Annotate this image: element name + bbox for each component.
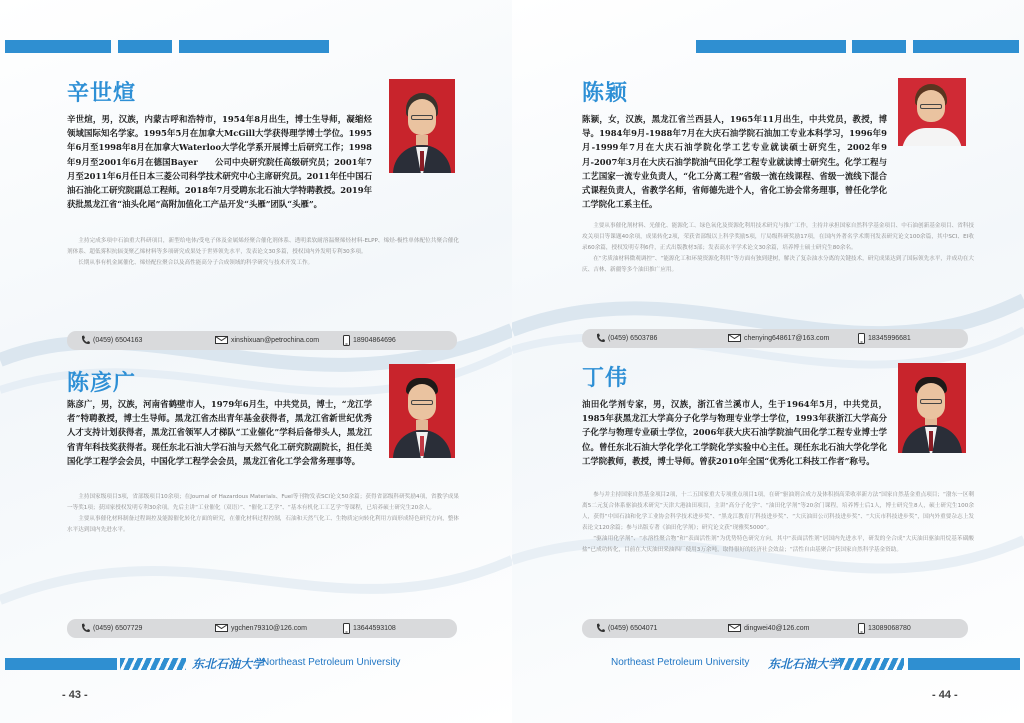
footer-bar — [908, 658, 1020, 670]
phone-icon — [596, 623, 605, 633]
mobile-contact — [858, 329, 911, 348]
mobile-contact — [343, 331, 396, 350]
footer-bar — [5, 658, 117, 670]
page-footer — [0, 658, 512, 670]
mobile-icon — [343, 623, 350, 634]
research-paragraph: “驱油用化学剂”、“水溶性聚合物”和“表面活性剂”为优势特色研究方向，其中“表面活性剂”居国内先进水平，研发的全合成“大庆油田驱油用烷基苯磺酸盐”已成功转化，目前在大庆油田采油四厂使用3万余吨，取得很好的经济社会效益；“活性自由基聚合”获国家自然科学基金资助。 — [582, 536, 974, 553]
person-name: 陈颖 — [582, 81, 629, 106]
contact-bar — [67, 619, 457, 638]
mobile-contact — [343, 619, 396, 638]
person-name: 陈彦广 — [67, 371, 137, 396]
right-page — [512, 0, 1024, 723]
portrait-photo — [898, 363, 966, 453]
phone-contact — [596, 329, 657, 348]
research-summary — [582, 490, 974, 556]
page-number: - 43 - — [62, 689, 88, 701]
email-contact[interactable] — [215, 331, 319, 350]
header-bar — [852, 40, 906, 53]
mobile-icon — [343, 335, 350, 346]
research-paragraph: 在“劣质油材料微观调控”、“能源化工和环境资源化利用”等方面有独到建树，解决了复杂油水分离的关键技术，研究成果达到了国际领先水平，并成功在大庆、吉林、新疆等多个油田推广应用。 — [582, 256, 974, 273]
research-summary — [582, 221, 974, 276]
mobile-number: 13089068780 — [868, 625, 911, 632]
person-bio: 陈彦广，男，汉族，河南省鹤壁市人，1979年6月生，中共党员，博士，“龙江学者”特聘教授，博士生导师。黑龙江省杰出青年基金获得者，黑龙江省新世纪优秀人才支持计划获得者，黑龙江省领军人才梯队“工业催化”学科后备带头人，黑龙江省青年科技奖获得者。现任东北石油大学石油与天然气化工研究院副院长，担任美国化学工程学会会员，中国化学工程学会会员，黑龙江省化工学会常务理事等。 — [67, 399, 372, 466]
header-bar — [913, 40, 1019, 53]
phone-icon — [596, 333, 605, 343]
page-number: - 44 - — [932, 689, 958, 701]
contact-bar — [582, 619, 968, 638]
mobile-contact — [858, 619, 911, 638]
footer-stripes — [120, 658, 186, 670]
mobile-number: 13644593108 — [353, 625, 396, 632]
phone-number: (0459) 6504163 — [93, 337, 143, 344]
contact-bar — [582, 329, 968, 348]
portrait-photo — [389, 79, 455, 173]
university-name: Northeast Petroleum University — [262, 657, 401, 668]
phone-number: (0459) 6504071 — [608, 625, 658, 632]
email-icon — [728, 334, 741, 342]
research-paragraph: 主持国家级项目3项，省部级项目10余项；在Journal of Hazardous Materials、Fuel等刊物发表SCI论文50余篇；获得省部级科研奖励4项，省教学成果一等奖1项；获国家授权发明专利30余项。先后主讲“工业催化（双语）”、“催化工艺学”、“基本有机化工工艺学”等课程，已培养硕士研究生20余人。 — [67, 494, 459, 511]
portrait-photo — [898, 78, 966, 146]
research-paragraph: 参与并主持国家自然基金项目2项，十二五国家重大专项重点项目1项，在研“驱油剂合成方及体积损高采收率新方法”国家自然基金重点项目；“渤东一区剩离5二元复合体系驱油技术研究”天津大港油田项目，主讲“高分子化学”、“油田化学剂”等20余门课程，培养博士后1人，博士研究生8人，硕士研究生100余人，获得“中国石油和化学工业协会科学技术进步奖”、“黑龙江教育厅科技进步奖”、“大庆油田公司科技进步奖”、“大庆市科技进步奖”，国内外重要杂志上发表论文120余篇；参与出版专著《油田化学剂》；研究论文获“现雅奖5000”。 — [582, 492, 974, 531]
person-name: 丁伟 — [582, 366, 629, 391]
phone-number: (0459) 6507729 — [93, 625, 143, 632]
email-icon — [215, 336, 228, 344]
university-name: Northeast Petroleum University — [611, 657, 750, 668]
header-bar — [696, 40, 846, 53]
research-paragraph: 主持完成多项中石油重大科研项目，新型给电体/受电子体及金属烯烃聚合催化剂体系、透明柔软耐溶温聚烯烃材料-ELPP、烯烃-极性单体配位共聚合催化剂体系、超低雾积抗辐变聚乙烯材料等多项研究成果处于世界领先水平，发表论文30多篇，授权国内外发明专利30多项。 — [67, 238, 459, 255]
phone-contact — [596, 619, 657, 638]
email-contact[interactable] — [728, 329, 829, 348]
header-bar — [118, 40, 172, 53]
research-paragraph: 主要从事催化材料制备过程调控及能源催化转化方面的研究，在催化材料过程控制，石油和天然气化工、生物质定向转化利用方面形成特色研究方向，整体水平达到国内先进水平。 — [67, 516, 459, 533]
email-address[interactable]: dingwei40@126.com — [744, 625, 810, 632]
email-address[interactable]: ygchen79310@126.com — [231, 625, 307, 632]
university-logo: 东北石油大学 — [192, 657, 265, 671]
page-footer — [512, 658, 1024, 670]
footer-stripes — [840, 658, 904, 670]
portrait-photo — [389, 364, 455, 458]
email-icon — [728, 624, 741, 632]
research-summary — [67, 492, 459, 536]
person-bio: 陈颖，女，汉族，黑龙江省兰西县人，1965年11月出生，中共党员，教授，博导。1984年9月-1988年7月在大庆石油学院石油加工专业本科学习，1996年9月-1999年7月在大庆石油学院化学工艺专业就读硕士研究生，2002年9月-2007年3月在大庆石油学院油气田化学工程专业就读博士研究生。化学工程与工艺国家一流专业负责人，“化工分离工程”省级一流在线课程、省级一流线下混合式课程负责人，省教学名师，省师德先进个人，省化工协会常务理事，曾任化学化工学院化工系主任。 — [582, 114, 887, 210]
header-bar — [179, 40, 329, 53]
research-summary — [67, 236, 459, 269]
email-address[interactable]: chenying648617@163.com — [744, 335, 830, 342]
email-address[interactable]: xinshixuan@petrochina.com — [231, 337, 320, 344]
email-contact[interactable] — [728, 619, 809, 638]
research-paragraph: 主要从事催化剂材料、光催化、能源化工、绿色氧化及资源化利用技术研究与推广工作，主持并承担国家自然科学基金项目、中石油创新基金项目、省科技攻关项目等课题40余项，成果转化2项，荣获省部级以上科学奖励5项，厅局级科研奖励17项，在国内外著名学术期刊发表研究论文100余篇，其中SCI、EI收录60余篇，授权发明专利6件，正式出版教材3部；发表高水平学术论文30余篇，培养博士硕士研究生80余名。 — [582, 223, 974, 251]
phone-contact — [81, 619, 142, 638]
contact-bar — [67, 331, 457, 350]
email-contact[interactable] — [215, 619, 307, 638]
mobile-number: 18345996681 — [868, 335, 911, 342]
mobile-number: 18904864696 — [353, 337, 396, 344]
mobile-icon — [858, 623, 865, 634]
mobile-icon — [858, 333, 865, 344]
email-icon — [215, 624, 228, 632]
phone-icon — [81, 335, 90, 345]
phone-number: (0459) 6503786 — [608, 335, 658, 342]
person-bio: 油田化学剂专家，男，汉族，浙江省兰溪市人，生于1964年5月，中共党员，1985年获黑龙江大学高分子化学与物理专业学士学位，1993年获浙江大学高分子化学与物理专业硕士学位，2006年获大庆石油学院油气田化学工程专业博士学位。曾任东北石油大学化学化工学院化学实验中心主任。现任东北石油大学化学化工学院教师，教授，博士导师。曾获2010年全国“优秀化工科技工作者”称号。 — [582, 399, 887, 466]
person-bio: 辛世煊，男，汉族，内蒙古呼和浩特市，1954年8月出生，博士生导师，凝缩烃领域国际知名学家。1995年5月在加拿大McGill大学获得理学博士学位。1995年6月至1998年8月在加拿大Waterloo大学化学系开展博士后研究工作；1998年9月至2001年6月在德国Bayer 公司中央研究院任高级研究员；2001年7月至2011年6月任日本三菱公司科学技术研究中心主席研究员。2011年任中国石油石油化工研究院副总工程师。2018年7月受聘东北石油大学特聘教授。2019年获批黑龙江省“油头化尾”高附加值化工产品开发“头雁”团队“头雁”。 — [67, 114, 372, 210]
university-logo: 东北石油大学 — [768, 657, 841, 671]
phone-icon — [81, 623, 90, 633]
header-bar — [5, 40, 111, 53]
phone-contact — [81, 331, 142, 350]
research-paragraph: 长期从事有机金属催化、烯烃配位聚合以及高性能高分子合成领域的科学研究与技术开发工作。 — [78, 260, 314, 266]
person-name: 辛世煊 — [67, 81, 137, 106]
